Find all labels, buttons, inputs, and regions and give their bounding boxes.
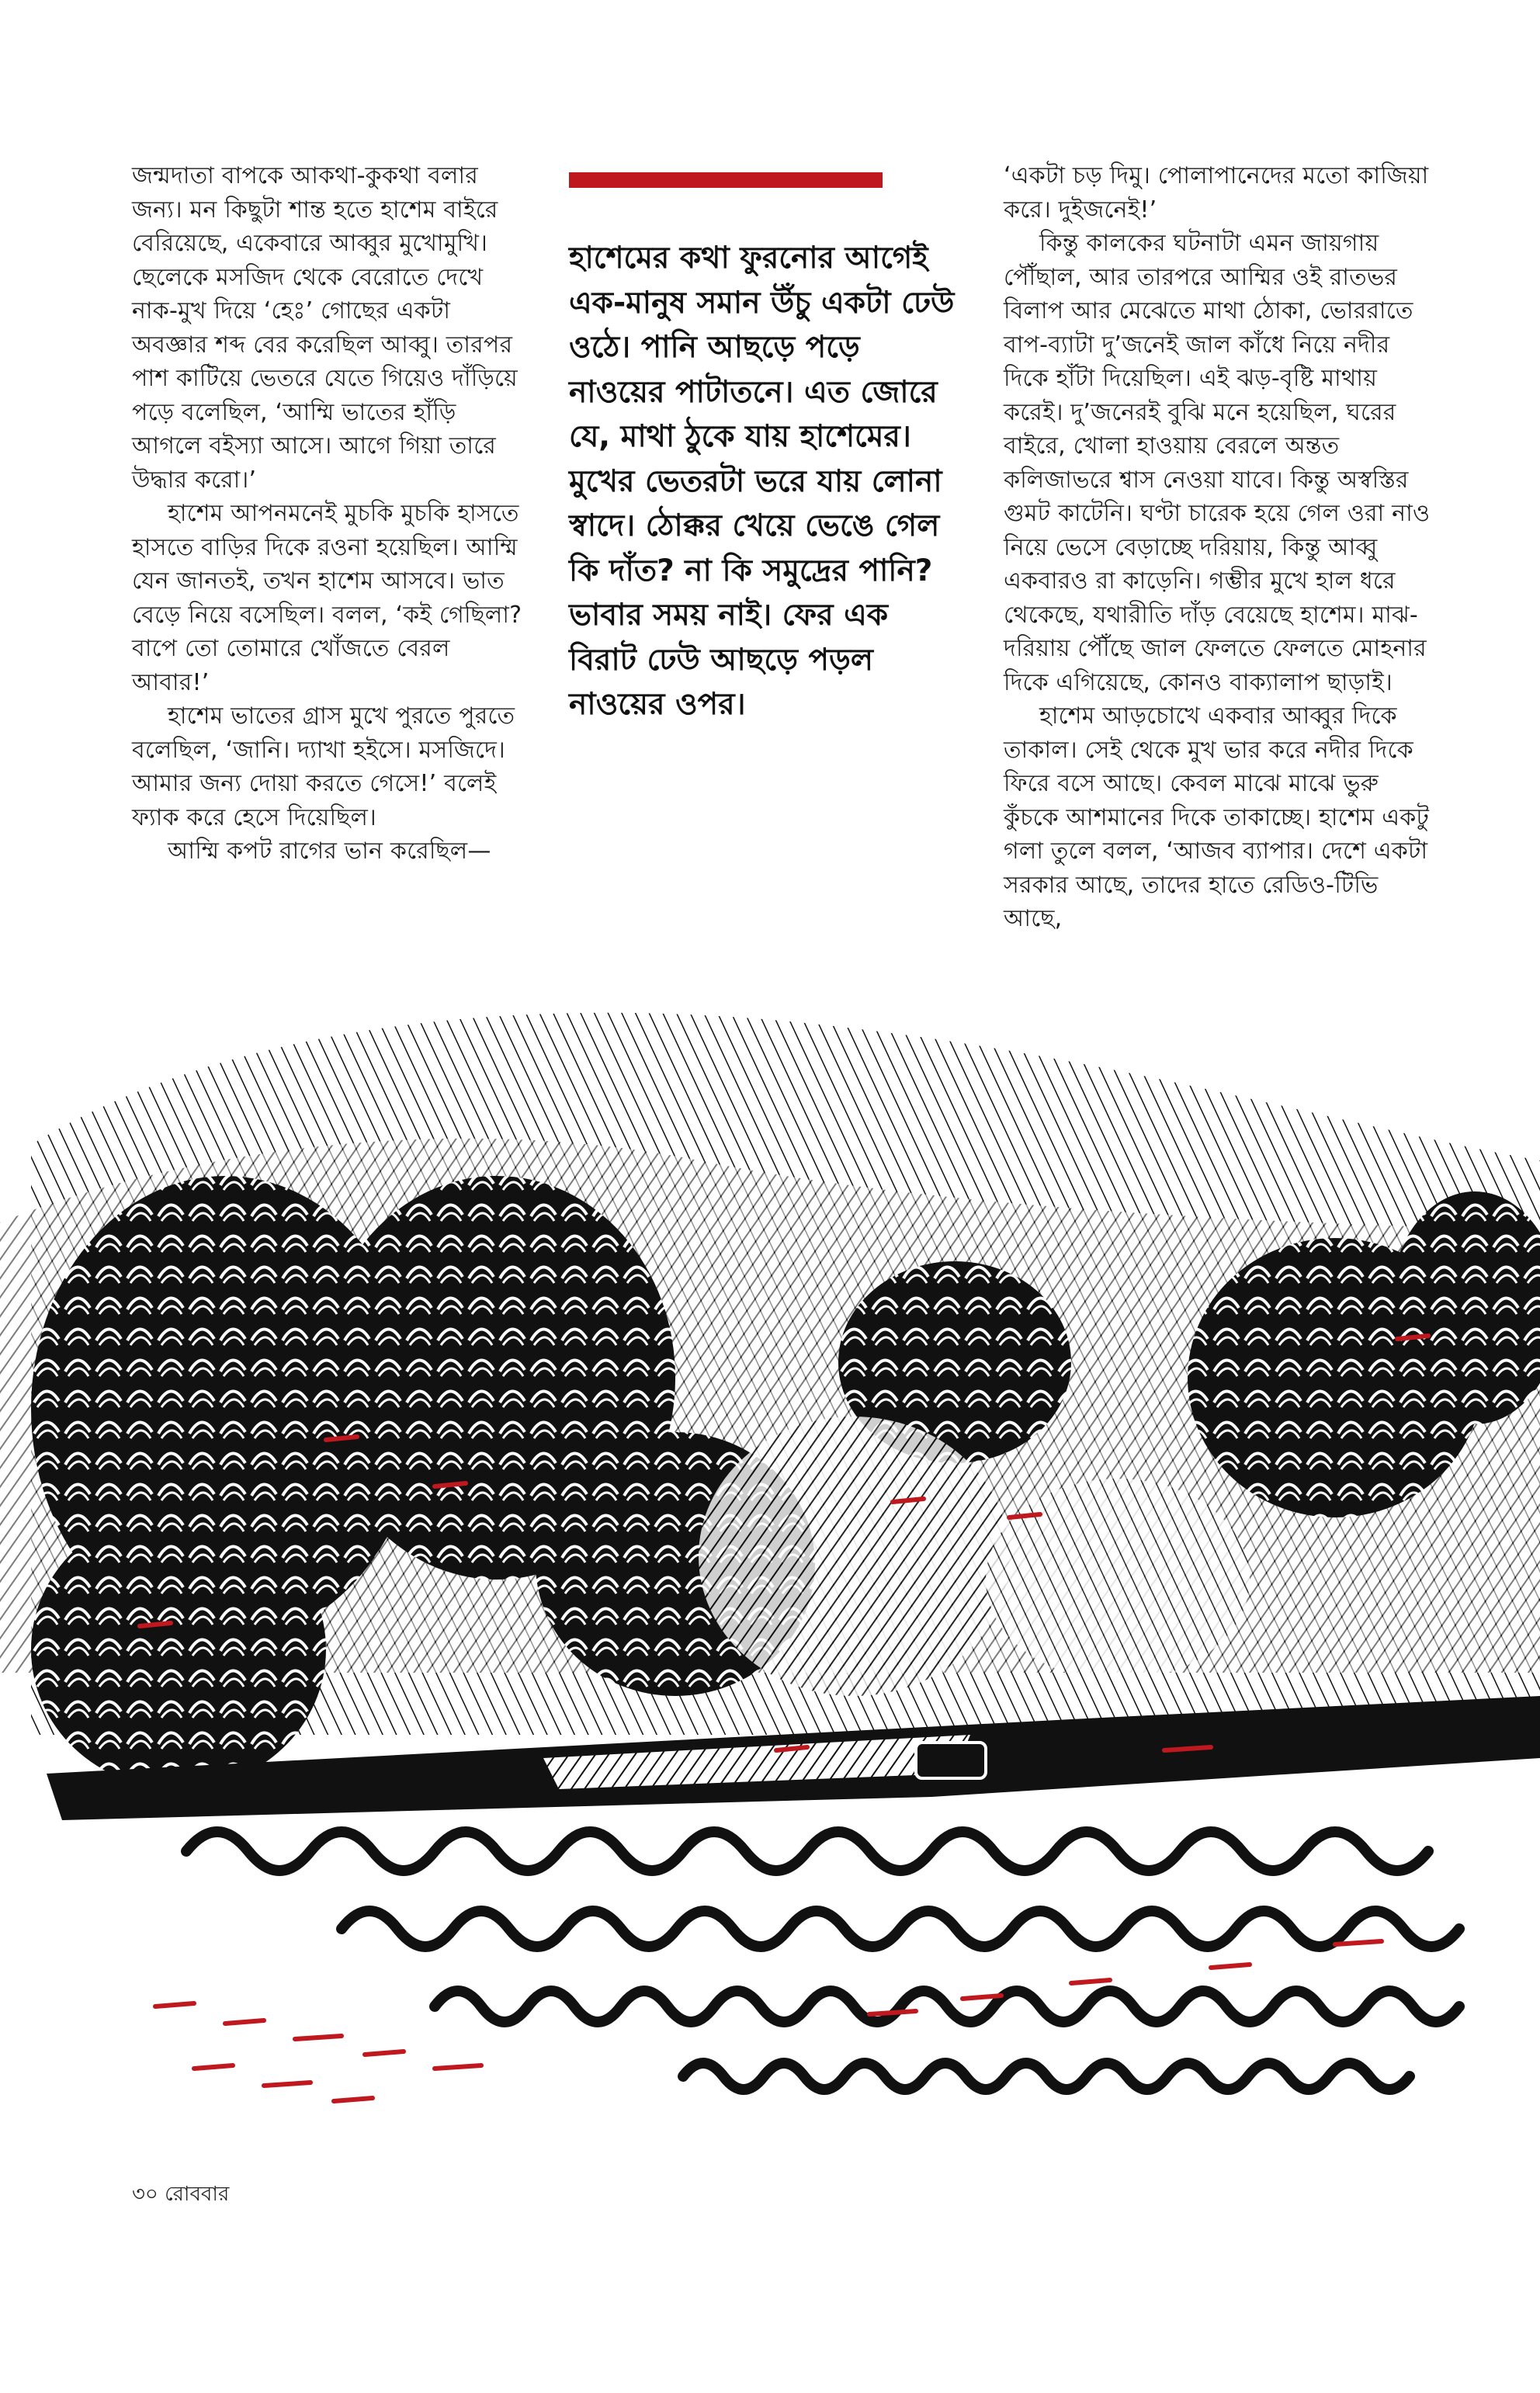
paragraph: ‘একটা চড় দিমু। পোলাপানেদের মতো কাজিয়া করে। দুইজনেই!’ [1004,162,1429,224]
pull-quote-rule [569,172,883,188]
paragraph: হাশেম ভাতের গ্রাস মুখে পুরতে পুরতে বলেছিল, ‘জানি। দ্যাখা হইসে। মসজিদে। আমার জন্য দোয়া করতে গেসে!’ বলেই ফ্যাক করে হেসে দিয়েছিল। [132,702,515,831]
left-text-column [132,159,524,869]
paragraph: হাশেম আপনমনেই মুচকি মুচকি হাসতে হাসতে বাড়ির দিকে রওনা হয়েছিল। আম্মি যেন জানতই, তখন হাশেম আসবে। ভাত বেড়ে নিয়ে বসেছিল। বলল, ‘কই গেছিলা? বাপে তো তোমারে খোঁজতে বেরল আবার!’ [132,500,522,696]
page-folio: ৩০ রোববার [132,2183,230,2206]
right-text-column [1004,159,1438,936]
pull-quote: হাশেমের কথা ফুরনোর আগেই এক-মানুষ সমান উঁচু একটা ঢেউ ওঠে। পানি আছড়ে পড়ে নাওয়ের পাটাতনে। এত জোরে যে, মাথা ঠুকে যায় হাশেমের। মুখের ভেতরটা ভরে যায় লোনা স্বাদে। ঠোক্কর খেয়ে ভেঙে গেল কি দাঁত? না কি সমুদ্রের পানি? ভাবার সময় নাই। ফের এক বিরাট ঢেউ আছড়ে পড়ল নাওয়ের ওপর। [569,241,955,722]
paragraph: কিন্তু কালকের ঘটনাটা এমন জায়গায় পৌঁছাল, আর তারপরে আম্মির ওই রাতভর বিলাপ আর মেঝেতে মাথা ঠোকা, ভোররাতে বাপ-ব্যাটা দু’জনেই জাল কাঁধে নিয়ে নদীর দিকে হাঁটা দিয়েছিল। এই ঝড়-বৃষ্টি মাথায় করেই। দু’জনেরই বুঝি মনে হয়েছিল, ঘরের বাইরে, খোলা হাওয়ায় বেরলে অন্তত কলিজাভরে শ্বাস নেওয়া যাবে। কিন্তু অস্বস্তির গুমট কাটেনি। ঘণ্টা চারেক হয়ে গেল ওরা নাও নিয়ে ভেসে বেড়াচ্ছে দরিয়ায়, কিন্তু আব্বু একবারও রা কাড়েনি। গম্ভীর মুখে হাল ধরে থেকেছে, যথারীতি দাঁড় বেয়েছে হাশেম। মাঝ-দরিয়ায় পৌঁছে জাল ফেলতে ফেলতে মোহনার দিকে এগিয়েছে, কোনও বাক্যালাপ ছাড়াই। [1004,230,1431,696]
paragraph: হাশেম আড়চোখে একবার আব্বুর দিকে তাকাল। সেই থেকে মুখ ভার করে নদীর দিকে ফিরে বসে আছে। কেবল মাঝে মাঝে ভুরু কুঁচকে আশমানের দিকে তাকাচ্ছে। হাশেম একটু গলা তুলে বলল, ‘আজব ব্যাপার। দেশে একটা সরকার আছে, তাদের হাতে রেডিও-টিভি আছে, [1004,702,1430,932]
lower-waves [186,1832,1459,2090]
storm-illustration [0,974,1540,2232]
paragraph: জন্মদাতা বাপকে আকথা-কুকথা বলার জন্য। মন কিছুটা শান্ত হতে হাশেম বাইরে বেরিয়েছে, একেবারে আব্বুর মুখোমুখি। ছেলেকে মসজিদ থেকে বেরোতে দেখে নাক-মুখ দিয়ে ‘হেঃ’ গোছের একটা অবজ্ঞার শব্দ বের করেছিল আব্বু। তারপর পাশ কাটিয়ে ভেতরে যেতে গিয়েও দাঁড়িয়ে পড়ে বলেছিল, ‘আম্মি ভাতের হাঁড়ি আগলে বইস্যা আসে। আগে গিয়া তারে উদ্ধার করো।’ [132,162,518,494]
paragraph: আম্মি কপট রাগের ভান করেছিল— [168,838,491,865]
pull-quote-block [569,172,965,727]
